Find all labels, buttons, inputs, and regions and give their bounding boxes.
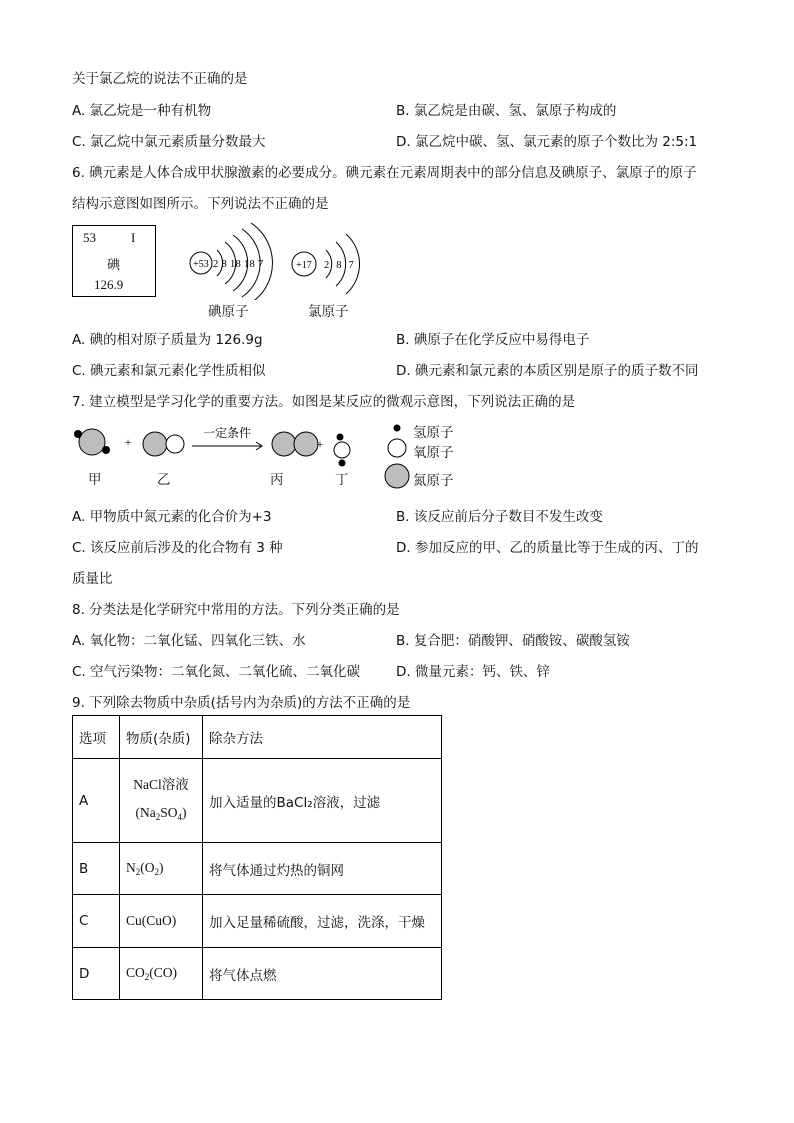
question-8-stem: 8. 分类法是化学研究中常用的方法。下列分类正确的是 xyxy=(72,602,400,618)
question-5-stem: 关于氯乙烷的说法不正确的是 xyxy=(72,71,248,87)
table-row xyxy=(73,948,442,1000)
row-c-method: 加入足量稀硫酸，过滤，洗涤，干燥 xyxy=(203,895,442,948)
oxygen-atom-symbol xyxy=(388,439,406,457)
table-row xyxy=(73,759,442,843)
atomic-number: 53 xyxy=(83,230,96,245)
label-yi: 乙 xyxy=(157,472,171,488)
q5-option-c: C. 氯乙烷中氯元素质量分数最大 xyxy=(72,134,266,150)
table-row xyxy=(73,895,442,948)
molecule-jia xyxy=(74,429,110,455)
row-d-method: 将气体点燃 xyxy=(203,948,442,1000)
chlorine-atom-structure-diagram xyxy=(286,228,366,298)
row-b-option: B xyxy=(73,843,120,895)
reaction-condition-label: 一定条件 xyxy=(202,426,252,440)
q6-option-b: B. 碘原子在化学反应中易得电子 xyxy=(396,332,590,348)
chlorine-atom-label: 氯原子 xyxy=(308,304,349,320)
legend-hydrogen-label: 氢原子 xyxy=(413,425,454,441)
q8-option-b: B. 复合肥：硝酸钾、硝酸铵、碳酸氢铵 xyxy=(396,633,630,649)
table-header-row xyxy=(73,716,442,759)
molecule-yi xyxy=(143,432,184,456)
table-row xyxy=(73,843,442,895)
impurity-removal-table xyxy=(72,715,442,1000)
question-9-stem: 9. 下列除去物质中杂质(括号内为杂质)的方法不正确的是 xyxy=(72,695,411,711)
plus-sign-2: + xyxy=(316,437,324,451)
element-symbol: I xyxy=(131,230,136,245)
label-jia: 甲 xyxy=(88,472,102,488)
iodine-nucleus-charge: +53 xyxy=(193,259,209,270)
q8-option-c: C. 空气污染物：二氧化氮、二氧化硫、二氧化碳 xyxy=(72,664,361,680)
hydrogen-atom-symbol xyxy=(394,425,401,432)
legend-nitrogen-label: 氮原子 xyxy=(413,473,454,489)
q7-option-b: B. 该反应前后分子数目不发生改变 xyxy=(396,509,603,525)
element-name: 碘 xyxy=(107,258,121,273)
row-a-option: A xyxy=(73,759,120,843)
header-substance: 物质(杂质) xyxy=(120,716,203,759)
nitrogen-atom-symbol xyxy=(385,464,409,488)
q7-option-d: D. 参加反应的甲、乙的质量比等于生成的丙、丁的 xyxy=(396,540,699,556)
question-7-stem: 7. 建立模型是学习化学的重要方法。如图是某反应的微观示意图，下列说法正确的是 xyxy=(72,394,576,410)
chlorine-shell-electrons: 2 8 7 xyxy=(324,260,356,271)
iodine-shell-electrons: 2 8 18 18 7 xyxy=(213,259,264,270)
row-d-substance: $CO_2(CO)$ xyxy=(120,948,203,1000)
row-b-method: 将气体通过灼热的铜网 xyxy=(203,843,442,895)
q5-option-b: B. 氯乙烷是由碳、氢、氯原子构成的 xyxy=(396,103,617,119)
row-d-option: D xyxy=(73,948,120,1000)
atomic-mass: 126.9 xyxy=(94,277,124,292)
question-6-stem-line2: 结构示意图如图所示。下列说法不正确的是 xyxy=(72,196,329,212)
chlorine-nucleus-charge: +17 xyxy=(296,260,312,271)
question-6-stem-line1: 6. 碘元素是人体合成甲状腺激素的必要成分。碘元素在元素周期表中的部分信息及碘原子、氯原子的原子 xyxy=(72,165,697,181)
q7-option-a: A. 甲物质中氮元素的化合价为+3 xyxy=(72,509,272,525)
q5-option-a: A. 氯乙烷是一种有机物 xyxy=(72,103,212,119)
q8-option-d: D. 微量元素：钙、铁、锌 xyxy=(396,664,550,680)
periodic-element-box xyxy=(72,225,156,297)
reaction-microscopic-diagram xyxy=(70,420,380,470)
q7-option-c: C. 该反应前后涉及的化合物有 3 种 xyxy=(72,540,283,556)
plus-sign-1: + xyxy=(124,435,132,449)
q6-option-a: A. 碘的相对原子质量为 126.9g xyxy=(72,332,263,348)
molecule-bing xyxy=(272,432,318,456)
q6-option-c: C. 碘元素和氯元素化学性质相似 xyxy=(72,363,266,379)
iodine-atom-structure-diagram xyxy=(185,220,275,300)
q8-option-a: A. 氧化物：二氧化锰、四氧化三铁、水 xyxy=(72,633,306,649)
row-a-method: 加入适量的BaCl₂溶液，过滤 xyxy=(203,759,442,843)
header-method: 除杂方法 xyxy=(203,716,442,759)
iodine-atom-label: 碘原子 xyxy=(208,304,249,320)
q6-option-d: D. 碘元素和氯元素的本质区别是原子的质子数不同 xyxy=(396,363,699,379)
label-ding: 丁 xyxy=(335,472,349,488)
molecule-ding xyxy=(334,434,350,467)
reaction-legend-symbols xyxy=(383,420,413,492)
row-b-substance: $N_2(O_2)$ xyxy=(120,843,203,895)
label-bing: 丙 xyxy=(270,472,284,488)
header-option: 选项 xyxy=(73,716,120,759)
q7-option-d-continued: 质量比 xyxy=(72,571,113,587)
row-c-option: C xyxy=(73,895,120,948)
q5-option-d: D. 氯乙烷中碳、氢、氯元素的原子个数比为 2:5:1 xyxy=(396,134,698,150)
legend-oxygen-label: 氧原子 xyxy=(413,445,454,461)
row-c-substance: Cu(CuO) xyxy=(120,895,203,948)
row-a-substance: NaCl溶液 $(Na_2SO_4)$ xyxy=(120,759,203,843)
